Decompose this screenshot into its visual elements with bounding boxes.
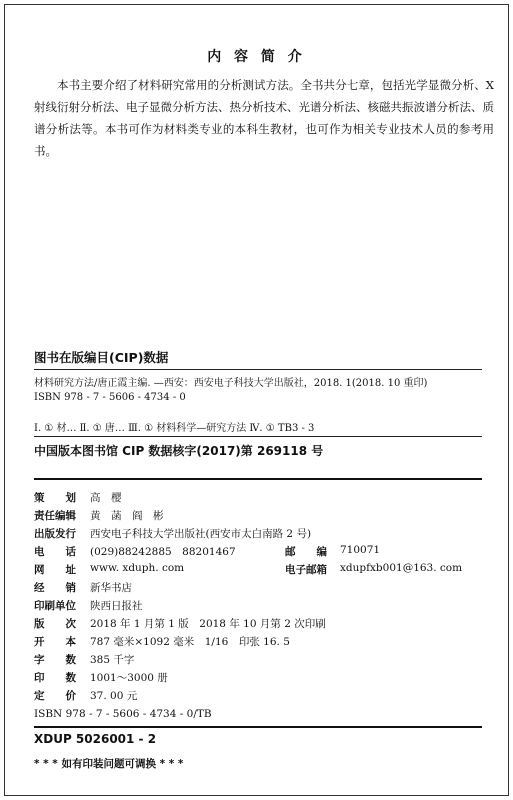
cip-classification: Ⅰ. ① 材… Ⅱ. ① 唐… Ⅲ. ① 材料科学—研究方法 Ⅳ. ① TB3 - 3 [34,423,315,434]
email-value: xdupfxb001@163. com [340,562,463,574]
words-label: 字 数 [34,654,76,666]
website-label: 网 址 [34,564,76,576]
colophon-top-rule [34,478,482,480]
postcode-label: 邮 编 [285,546,327,558]
colophon-isbn: ISBN 978 - 7 - 5606 - 4734 - 0/TB [34,708,212,720]
postcode-value: 710071 [340,544,381,556]
cip-heading: 图书在版编目(CIP)数据 [34,350,169,365]
cip-top-rule [34,369,482,370]
price-value: 37. 00 元 [90,690,138,702]
format-label: 开 本 [34,636,76,648]
price-label: 定 价 [34,690,76,702]
cip-library-number: 中国版本图书馆 CIP 数据核字(2017)第 269118 号 [34,444,324,458]
phone-label: 电 话 [34,546,76,558]
format-value: 787 毫米×1092 毫米 1/16 印张 16. 5 [90,636,290,648]
editor-value: 黄 菡 阎 彬 [90,510,164,522]
edition-label: 版 次 [34,618,76,630]
cip-line1: 材料研究方法/唐正霞主编. —西安：西安电子科技大学出版社，2018. 1(2018. 10 重印) [34,378,428,389]
editor-label: 责任编辑 [34,510,76,522]
print-run-label: 印 数 [34,672,76,684]
words-value: 385 千字 [90,654,135,666]
intro-paragraph [34,74,494,162]
publisher-label: 出版发行 [34,528,76,540]
website-value: www. xduph. com [90,562,185,574]
phone-value: (029)88242885 88201467 [90,546,236,558]
printer-value: 陕西日报社 [90,600,143,612]
product-code: XDUP 5026001 - 2 [34,732,157,746]
planner-label: 策 划 [34,492,76,504]
intro-body: 本书主要介绍了材料研究常用的分析测试方法。全书共分七章，包括光学显微分析、X射线衍射分析法、电子显微分析方法、热分析技术、光谱分析法、核磁共振波谱分析法、质谱分析法等。本书可作为材料类专业的本科生教材，也可作为相关专业技术人员的参考用书。 [34,78,494,158]
planner-value: 高 樱 [90,492,122,504]
publisher-value: 西安电子科技大学出版社(西安市太白南路 2 号) [90,528,312,540]
print-run-value: 1001～3000 册 [90,672,168,684]
edition-value: 2018 年 1 月第 1 版 2018 年 10 月第 2 次印刷 [90,618,326,630]
misprint-notice: * * * 如有印装问题可调换 * * * [34,758,184,770]
cip-isbn: ISBN 978 - 7 - 5606 - 4734 - 0 [34,392,186,403]
email-label: 电子邮箱 [285,564,327,576]
printer-label: 印刷单位 [34,600,76,612]
distributor-label: 经 销 [34,582,76,594]
distributor-value: 新华书店 [90,582,132,594]
colophon-bottom-rule [34,726,482,728]
intro-heading: 内 容 简 介 [207,49,306,65]
cip-mid-rule [34,436,482,437]
